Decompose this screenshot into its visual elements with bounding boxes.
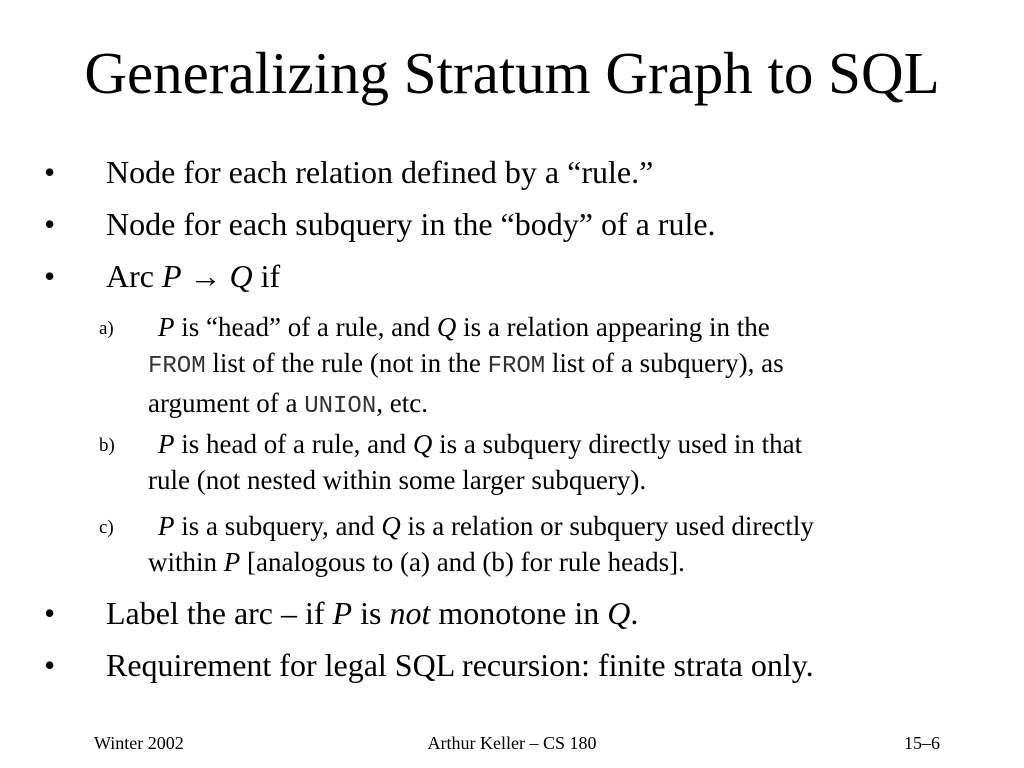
slide-title: Generalizing Stratum Graph to SQL <box>84 40 940 106</box>
bullet-text: Arc P → Q if <box>106 258 281 294</box>
bullet-text: Node for each relation defined by a “rule.” <box>106 154 654 190</box>
bullet-marker: • <box>44 258 56 294</box>
sub-item-text: P is “head” of a rule, and Q is a relation appearing in the FROM list of the rule (not in the FROM list of a subquery), as argument of a UNION, etc. <box>148 312 784 420</box>
bullet-marker: • <box>44 647 56 683</box>
bullet-marker: • <box>44 154 56 190</box>
code-from: FROM <box>148 353 206 380</box>
bullet-text: Label the arc – if P is not monotone in Q. <box>106 595 639 631</box>
code-from: FROM <box>487 353 546 380</box>
sub-item-letter: b) <box>99 435 115 456</box>
sub-item-letter: a) <box>99 318 114 339</box>
bullet-marker: • <box>44 595 56 631</box>
arrow-icon: → <box>181 258 230 294</box>
sub-item-text: P is a subquery, and Q is a relation or subquery used directly within P [analogous to (a) and (b) for rule heads]. <box>148 511 814 577</box>
bullet-marker: • <box>44 206 56 242</box>
var-q: Q <box>229 258 253 294</box>
var-p: P <box>161 258 182 294</box>
code-union: UNION <box>304 393 377 420</box>
footer-author: Arthur Keller – CS 180 <box>427 733 597 753</box>
footer-date: Winter 2002 <box>94 733 184 753</box>
footer-slide-number: 15–6 <box>904 733 940 753</box>
sub-item-letter: c) <box>99 517 114 538</box>
bullet-text: Requirement for legal SQL recursion: finite strata only. <box>106 647 814 683</box>
sub-item-text: P is head of a rule, and Q is a subquery directly used in that rule (not nested within some larger subquery). <box>148 429 803 495</box>
bullet-text: Node for each subquery in the “body” of a rule. <box>106 206 716 242</box>
